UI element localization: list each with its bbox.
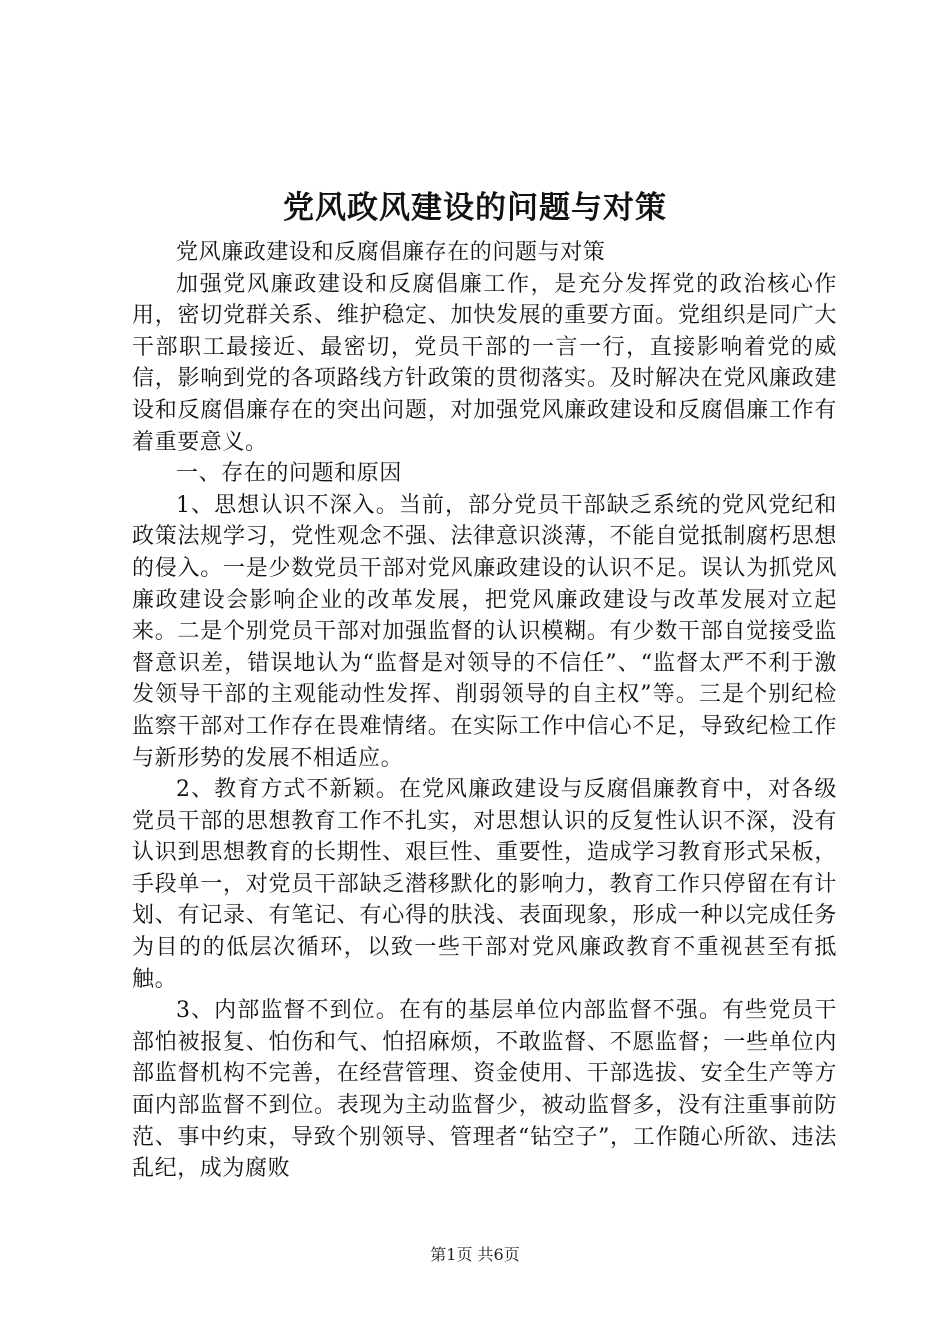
subtitle-paragraph: 党风廉政建设和反腐倡廉存在的问题与对策: [176, 240, 606, 265]
document-title: 党风政风建设的问题与对策: [283, 190, 667, 226]
document-body: [132, 237, 837, 1185]
point-3-paragraph: 3、内部监督不到位。在有的基层单位内部监督不强。有些党员干部怕被报复、怕伤和气、怕招麻烦，不敢监督、不愿监督；一些单位内部监督机构不完善，在经营管理、资金使用、干部选拔、安全生产等方面内部监督不到位。表现为主动监督少，被动监督多，没有注重事前防范、事中约束，导致个别领导、管理者“钻空子”，工作随心所欲、违法乱纪，成为腐败: [132, 998, 837, 1182]
page-footer: 第1页 共6页: [430, 1245, 520, 1264]
section-heading: 一、存在的问题和原因: [176, 461, 403, 487]
point-1-paragraph: 1、思想认识不深入。当前，部分党员干部缺乏系统的党风党纪和政策法规学习，党性观念不强、法律意识淡薄，不能自觉抵制腐朽思想的侵入。一是少数党员干部对党风廉政建设的认识不足。误认为抓党风廉政建设会影响企业的改革发展，把党风廉政建设与改革发展对立起来。二是个别党员干部对加强监督的认识模糊。有少数干部自觉接受监督意识差，错误地认为“监督是对领导的不信任”、“监督太严不利于激发领导干部的主观能动性发挥、削弱领导的自主权”等。三是个别纪检监察干部对工作存在畏难情绪。在实际工作中信心不足，导致纪检工作与新形势的发展不相适应。: [132, 492, 837, 771]
point-2-paragraph: 2、教育方式不新颖。在党风廉政建设与反腐倡廉教育中，对各级党员干部的思想教育工作不扎实，对思想认识的反复性认识不深，没有认识到思想教育的长期性、艰巨性、重要性，造成学习教育形式呆板，手段单一，对党员干部缺乏潜移默化的影响力，教育工作只停留在有计划、有记录、有笔记、有心得的肤浅、表面现象，形成一种以完成任务为目的的低层次循环，以致一些干部对党风廉政教育不重视甚至有抵触。: [132, 777, 837, 992]
intro-paragraph: 加强党风廉政建设和反腐倡廉工作，是充分发挥党的政治核心作用，密切党群关系、维护稳定、加快发展的重要方面。党组织是同广大干部职工最接近、最密切，党员干部的一言一行，直接影响着党的威信，影响到党的各项路线方针政策的贯彻落实。及时解决在党风廉政建设和反腐倡廉存在的突出问题，对加强党风廉政建设和反腐倡廉工作有着重要意义。: [132, 271, 837, 455]
